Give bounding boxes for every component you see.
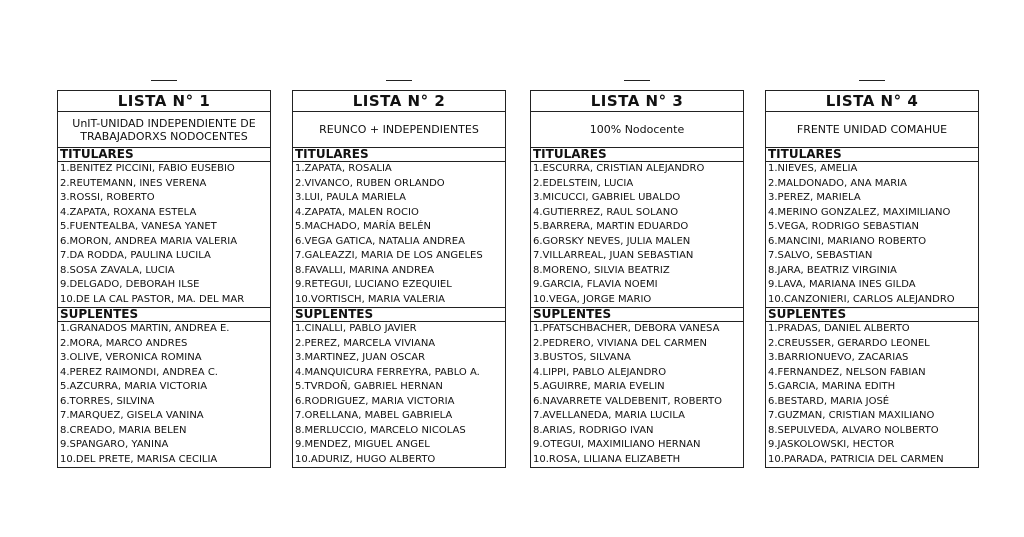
- list-subtitle: REUNCO + INDEPENDIENTES: [293, 112, 505, 148]
- list-box: [530, 90, 744, 468]
- list-item: 9.RETEGUI, LUCIANO EZEQUIEL: [295, 279, 452, 290]
- list-item: 9.DELGADO, DEBORAH ILSE: [60, 279, 200, 290]
- list-item: 1.ESCURRA, CRISTIAN ALEJANDRO: [533, 163, 705, 174]
- list-item: 5.AGUIRRE, MARIA EVELIN: [533, 381, 665, 392]
- list-column-4: [765, 80, 979, 468]
- list-column-1: [57, 80, 271, 468]
- list-column-2: [292, 80, 506, 468]
- list-item: 2.CREUSSER, GERARDO LEONEL: [768, 337, 930, 349]
- suplentes-list: [58, 322, 270, 467]
- list-item: 5.BARRERA, MARTIN EDUARDO: [533, 221, 689, 232]
- suplentes-heading: SUPLENTES: [531, 308, 743, 322]
- list-item: 6.MANCINI, MARIANO ROBERTO: [768, 235, 927, 247]
- list-item: 6.RODRIGUEZ, MARIA VICTORIA: [295, 395, 455, 407]
- list-item: 2.MORA, MARCO ANDRES: [60, 337, 188, 349]
- list-item: 10.DEL PRETE, MARISA CECILIA: [60, 453, 218, 465]
- list-subtitle: FRENTE UNIDAD COMAHUE: [766, 112, 978, 148]
- list-item: 4.FERNANDEZ, NELSON FABIAN: [768, 366, 926, 378]
- list-item: 4.MANQUICURA FERREYRA, PABLO A.: [295, 366, 480, 378]
- suplentes-heading: SUPLENTES: [766, 308, 978, 322]
- list-title: LISTA N° 3: [531, 91, 743, 112]
- suplentes-list: [293, 322, 505, 467]
- list-item: 9.JASKOLOWSKI, HECTOR: [768, 439, 895, 450]
- list-item: 10.VEGA, JORGE MARIO: [533, 293, 652, 305]
- list-item: 3.PEREZ, MARIELA: [768, 192, 861, 203]
- list-item: 2.REUTEMANN, INES VERENA: [60, 177, 207, 189]
- list-item: 1.PRADAS, DANIEL ALBERTO: [768, 323, 910, 334]
- list-item: 4.PEREZ RAIMONDI, ANDREA C.: [60, 366, 218, 378]
- list-item: 9.MENDEZ, MIGUEL ANGEL: [295, 439, 430, 450]
- list-item: 7.MARQUEZ, GISELA VANINA: [60, 410, 204, 421]
- list-item: 10.DE LA CAL PASTOR, MA. DEL MAR: [60, 293, 245, 305]
- list-item: 8.SOSA ZAVALA, LUCIA: [60, 264, 175, 276]
- suplentes-heading: SUPLENTES: [293, 308, 505, 322]
- titulares-heading: TITULARES: [766, 148, 978, 162]
- list-item: 3.OLIVE, VERONICA ROMINA: [60, 352, 202, 363]
- list-item: 6.VEGA GATICA, NATALIA ANDREA: [295, 235, 465, 247]
- list-item: 7.ORELLANA, MABEL GABRIELA: [295, 410, 453, 421]
- list-item: 8.JARA, BEATRIZ VIRGINIA: [768, 264, 897, 276]
- list-item: 10.CANZONIERI, CARLOS ALEJANDRO: [768, 293, 955, 305]
- titulares-list: [531, 162, 743, 308]
- list-item: 4.LIPPI, PABLO ALEJANDRO: [533, 366, 667, 378]
- list-item: 9.SPANGARO, YANINA: [60, 439, 169, 450]
- list-item: 5.MACHADO, MARÍA BELÉN: [295, 221, 432, 232]
- list-item: 4.MERINO GONZALEZ, MAXIMILIANO: [768, 206, 951, 218]
- titulares-heading: TITULARES: [58, 148, 270, 162]
- list-item: 5.GARCIA, MARINA EDITH: [768, 381, 896, 392]
- titulares-list: [766, 162, 978, 308]
- ballot-line-mark: [386, 80, 412, 81]
- list-item: 6.NAVARRETE VALDEBENIT, ROBERTO: [533, 395, 722, 407]
- list-item: 2.MALDONADO, ANA MARIA: [768, 177, 907, 189]
- suplentes-list: [766, 322, 978, 467]
- list-item: 6.GORSKY NEVES, JULIA MALEN: [533, 235, 691, 247]
- list-item: 1.NIEVES, AMELIA: [768, 163, 858, 174]
- list-item: 1.PFATSCHBACHER, DEBORA VANESA: [533, 323, 720, 334]
- list-item: 1.BENITEZ PICCINI, FABIO EUSEBIO: [60, 163, 235, 174]
- list-item: 9.LAVA, MARIANA INES GILDA: [768, 279, 916, 290]
- list-item: 10.VORTISCH, MARIA VALERIA: [295, 293, 445, 305]
- list-title: LISTA N° 1: [58, 91, 270, 112]
- titulares-list: [58, 162, 270, 308]
- suplentes-list: [531, 322, 743, 467]
- list-item: 7.SALVO, SEBASTIAN: [768, 250, 873, 261]
- list-item: 10.ROSA, LILIANA ELIZABETH: [533, 453, 681, 465]
- list-item: 5.FUENTEALBA, VANESA YANET: [60, 221, 217, 232]
- list-item: 5.VEGA, RODRIGO SEBASTIAN: [768, 221, 919, 232]
- titulares-heading: TITULARES: [293, 148, 505, 162]
- list-title: LISTA N° 4: [766, 91, 978, 112]
- list-box: [292, 90, 506, 468]
- list-item: 8.SEPULVEDA, ALVARO NOLBERTO: [768, 424, 939, 436]
- list-item: 8.MERLUCCIO, MARCELO NICOLAS: [295, 424, 466, 436]
- list-item: 4.ZAPATA, ROXANA ESTELA: [60, 206, 197, 218]
- list-subtitle: 100% Nodocente: [531, 112, 743, 148]
- list-item: 2.PEREZ, MARCELA VIVIANA: [295, 337, 436, 349]
- ballot-line-mark: [151, 80, 177, 81]
- list-title: LISTA N° 2: [293, 91, 505, 112]
- list-item: 3.MARTINEZ, JUAN OSCAR: [295, 352, 426, 363]
- list-item: 1.CINALLI, PABLO JAVIER: [295, 323, 417, 334]
- list-item: 3.MICUCCI, GABRIEL UBALDO: [533, 192, 681, 203]
- list-item: 10.ADURIZ, HUGO ALBERTO: [295, 453, 436, 465]
- list-item: 7.DA RODDA, PAULINA LUCILA: [60, 250, 211, 261]
- list-column-3: [530, 80, 744, 468]
- list-item: 9.OTEGUI, MAXIMILIANO HERNAN: [533, 439, 701, 450]
- list-item: 8.ARIAS, RODRIGO IVAN: [533, 424, 654, 436]
- titulares-list: [293, 162, 505, 308]
- list-item: 6.TORRES, SILVINA: [60, 395, 155, 407]
- list-item: 3.LUI, PAULA MARIELA: [295, 192, 406, 203]
- list-item: 4.GUTIERREZ, RAUL SOLANO: [533, 206, 679, 218]
- list-item: 7.GUZMAN, CRISTIAN MAXILIANO: [768, 410, 935, 421]
- list-item: 8.CREADO, MARIA BELEN: [60, 424, 187, 436]
- list-item: 9.GARCIA, FLAVIA NOEMI: [533, 279, 658, 290]
- list-item: 2.PEDRERO, VIVIANA DEL CARMEN: [533, 337, 707, 349]
- list-item: 3.BUSTOS, SILVANA: [533, 352, 631, 363]
- list-item: 10.PARADA, PATRICIA DEL CARMEN: [768, 453, 944, 465]
- list-item: 7.VILLARREAL, JUAN SEBASTIAN: [533, 250, 694, 261]
- list-item: 5.TVRDOÑ, GABRIEL HERNAN: [295, 381, 443, 392]
- titulares-heading: TITULARES: [531, 148, 743, 162]
- list-item: 8.FAVALLI, MARINA ANDREA: [295, 264, 435, 276]
- list-item: 6.MORON, ANDREA MARIA VALERIA: [60, 235, 238, 247]
- list-item: 1.ZAPATA, ROSALIA: [295, 163, 392, 174]
- suplentes-heading: SUPLENTES: [58, 308, 270, 322]
- list-item: 6.BESTARD, MARIA JOSÉ: [768, 395, 890, 407]
- list-box: [765, 90, 979, 468]
- list-item: 1.GRANADOS MARTIN, ANDREA E.: [60, 323, 230, 334]
- list-item: 8.MORENO, SILVIA BEATRIZ: [533, 264, 670, 276]
- list-item: 3.ROSSI, ROBERTO: [60, 192, 155, 203]
- list-item: 7.AVELLANEDA, MARIA LUCILA: [533, 410, 685, 421]
- list-subtitle: UnIT-UNIDAD INDEPENDIENTE DE TRABAJADORXS NODOCENTES: [58, 112, 270, 148]
- list-box: [57, 90, 271, 468]
- ballot-line-mark: [624, 80, 650, 81]
- list-item: 2.VIVANCO, RUBEN ORLANDO: [295, 177, 445, 189]
- list-item: 3.BARRIONUEVO, ZACARIAS: [768, 352, 909, 363]
- list-item: 2.EDELSTEIN, LUCIA: [533, 177, 634, 189]
- ballot-line-mark: [859, 80, 885, 81]
- list-item: 7.GALEAZZI, MARIA DE LOS ANGELES: [295, 250, 483, 261]
- list-item: 4.ZAPATA, MALEN ROCIO: [295, 206, 419, 218]
- list-item: 5.AZCURRA, MARIA VICTORIA: [60, 381, 208, 392]
